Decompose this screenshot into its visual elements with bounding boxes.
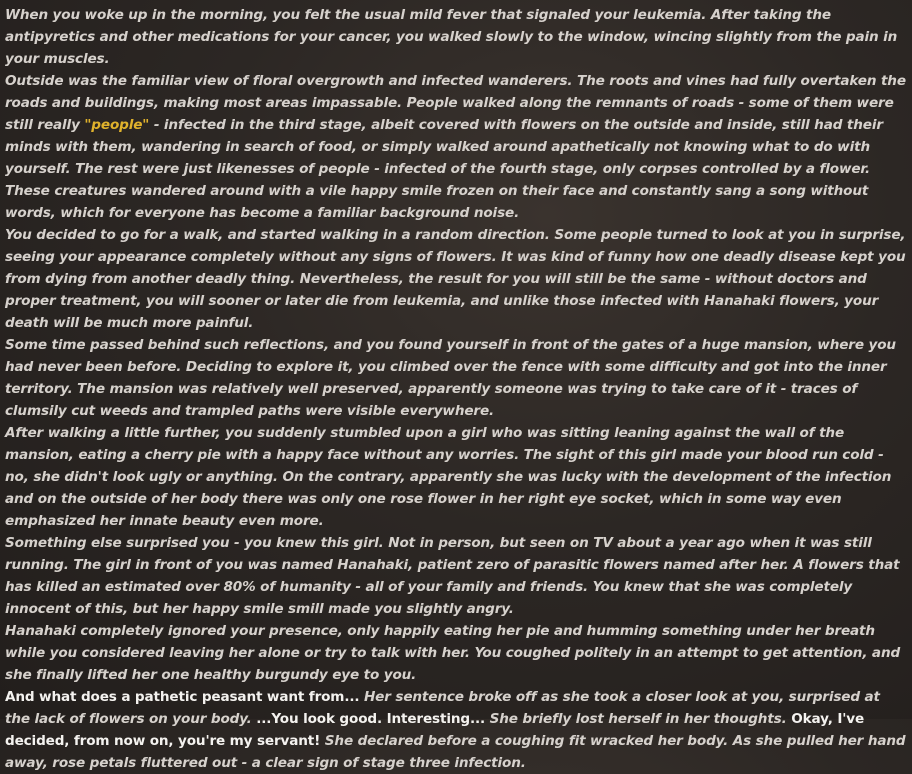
dialogue-text: And what does a pathetic peasant want from... — [5, 689, 360, 705]
story-paragraph — [5, 422, 907, 532]
story-paragraph — [5, 70, 907, 224]
narration-text: She briefly lost herself in her thoughts. — [485, 711, 792, 727]
narration-text: Some time passed behind such reflections, and you found yourself in front of the gates of a huge mansion, where you had never been before. Deciding to explore it, you climbed over the fence with some difficulty and got into the inner territory. The mansion was relatively well preserved, apparently someone was trying to take care of it - traces of clumsily cut weeds and trampled paths were visible everywhere. — [5, 337, 896, 419]
story-paragraph — [5, 334, 907, 422]
narration-text: Something else surprised you - you knew this girl. Not in person, but seen on TV about a year ago when it was still running. The girl in front of you was named Hanahaki, patient zero of parasitic flowers named after her. A flowers that has killed an estimated over 80% of humanity - all of your family and friends. You knew that she was completely innocent of this, but her happy smile smill made you slightly angry. — [5, 535, 900, 617]
narration-text: Hanahaki completely ignored your presence, only happily eating her pie and humming something under her breath while you considered leaving her alone or try to talk with her. You coughed politely in an attempt to get attention, and she finally lifted her one healthy burgundy eye to you. — [5, 623, 901, 683]
narration-text: After walking a little further, you suddenly stumbled upon a girl who was sitting leaning against the wall of the mansion, eating a cherry pie with a happy face without any worries. The sight of this girl made your blood run cold - no, she didn't look ugly or anything. On the contrary, apparently she was lucky with the development of the infection and on the outside of her body there was only one rose flower in her right eye socket, which in some way even emphasized her innate beauty even more. — [5, 425, 892, 529]
dialogue-text: Okay, I've decided, from now on, you're my servant! — [5, 711, 865, 749]
narration-text: Her sentence broke off as she took a closer look at you, surprised at the lack of flowers on your body. — [5, 689, 880, 727]
narration-text: - infected in the third stage, albeit covered with flowers on the outside and inside, still had their minds with them, wandering in search of food, or simply walked around apathetically not knowing what to do with yourself. The rest were just likenesses of people - infected of the fourth stage, only corpses controlled by a flower. These creatures wandered around with a vile happy smile frozen on their face and constantly sang a song without words, which for everyone has become a familiar background noise. — [5, 117, 883, 221]
story-paragraph — [5, 532, 907, 620]
story-text — [5, 4, 907, 774]
story-paragraph — [5, 686, 907, 774]
highlighted-word: "people" — [84, 117, 150, 133]
story-paragraph — [5, 224, 907, 334]
story-paragraph — [5, 4, 907, 70]
dialogue-text: ...You look good. Interesting... — [256, 711, 485, 727]
narration-text: You decided to go for a walk, and started walking in a random direction. Some people turned to look at you in surprise, seeing your appearance completely without any signs of flowers. It was kind of funny how one deadly disease kept you from dying from another deadly thing. Nevertheless, the result for you will still be the same - without doctors and proper treatment, you will sooner or later die from leukemia, and unlike those infected with Hanahaki flowers, your death will be much more painful. — [5, 227, 906, 331]
narration-text: Outside was the familiar view of floral overgrowth and infected wanderers. The roots and vines had fully overtaken the roads and buildings, making most areas impassable. People walked along the remnants of roads - some of them were still really — [5, 73, 906, 133]
narration-text: She declared before a coughing fit wracked her body. As she pulled her hand away, rose petals fluttered out - a clear sign of stage three infection. — [5, 733, 906, 771]
narration-text: When you woke up in the morning, you felt the usual mild fever that signaled your leukemia. After taking the antipyretics and other medications for your cancer, you walked slowly to the window, wincing slightly from the pain in your muscles. — [5, 7, 898, 67]
story-paragraph — [5, 620, 907, 686]
